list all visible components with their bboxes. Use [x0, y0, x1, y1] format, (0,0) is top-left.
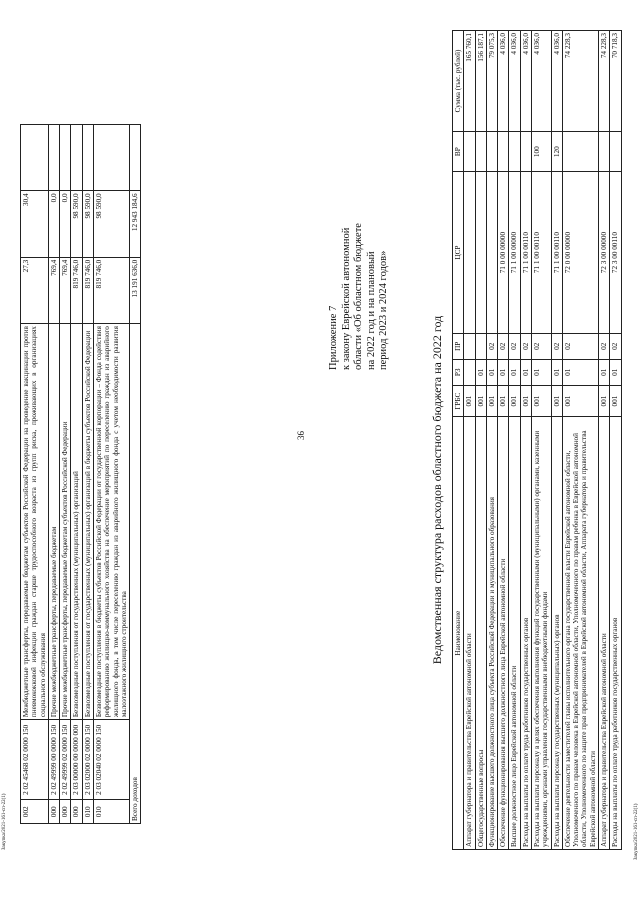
expense-name-cell: Обеспечение функционирования высшего должностного лица Еврейской автономной области: [498, 417, 509, 850]
admin-code-cell: 000: [71, 800, 82, 824]
value-2-cell: 30,4: [21, 191, 49, 257]
value-3-cell: [82, 125, 93, 191]
pr-cell: 02: [509, 333, 520, 359]
table-row: [598, 31, 609, 850]
total-label: Всего доходов: [130, 324, 141, 824]
admin-code-cell: 010: [93, 800, 129, 824]
rz-cell: 01: [498, 359, 509, 385]
table-row: [464, 31, 475, 850]
grbs-cell: 001: [551, 385, 562, 417]
vr-cell: [520, 132, 531, 172]
pr-cell: 02: [520, 333, 531, 359]
expense-name-cell: Расходы на выплаты по оплате труда работников государственных органов: [610, 417, 621, 850]
admin-code-cell: 010: [82, 800, 93, 824]
rz-cell: 01: [486, 359, 497, 385]
pr-cell: 02: [610, 333, 621, 359]
grbs-cell: 001: [498, 385, 509, 417]
value-2-cell: 0,0: [60, 191, 71, 257]
table-row: [71, 125, 82, 824]
csr-cell: [475, 172, 486, 333]
vr-cell: [562, 132, 598, 172]
right-page: [322, 10, 639, 880]
vr-cell: [464, 132, 475, 172]
csr-cell: 72 3 00 00110: [610, 172, 621, 333]
sum-cell: 4 036,0: [551, 31, 562, 132]
value-2-cell: 98 590,0: [82, 191, 93, 257]
table-row: [531, 31, 551, 850]
pr-cell: 02: [562, 333, 598, 359]
value-3-cell: [48, 125, 59, 191]
table-row: [610, 31, 621, 850]
budget-code-cell: 2 03 00000 00 0000 000: [71, 720, 82, 800]
pr-cell: 02: [598, 333, 609, 359]
csr-cell: 71 1 00 00110: [551, 172, 562, 333]
income-name-cell: Безвозмездные поступления от государственных (муниципальных) организаций в бюджеты субъектов Российской Федерации: [82, 324, 93, 720]
sum-cell: 4 036,0: [498, 31, 509, 132]
rz-cell: 01: [562, 359, 598, 385]
rz-cell: [464, 359, 475, 385]
value-1-cell: 27,3: [21, 257, 49, 323]
header-pr: ПР: [453, 333, 464, 359]
sum-cell: 4 036,0: [509, 31, 520, 132]
value-3-cell: [71, 125, 82, 191]
total-row: [130, 125, 141, 824]
page-number: 36: [296, 431, 306, 440]
header-csr: ЦСР: [453, 172, 464, 333]
expense-name-cell: Обеспечение деятельности заместителей главы исполнительного органа государственной власти Еврейской автономной области, Уполномоченного по правам человека в Еврейской автономной области, Уполномоченного по правам ребенка в Еврейской автономной области, Уполномоченного по защите прав предпринимателей в Еврейской автономной области, Аппарата губернатора и правительства Еврейской автономной области: [562, 417, 598, 850]
csr-cell: 71 0 00 00000: [498, 172, 509, 333]
rz-cell: 01: [531, 359, 551, 385]
expense-name-cell: Расходы на выплаты персоналу государственных (муниципальных) органов: [551, 417, 562, 850]
table-row: [21, 125, 49, 824]
budget-code-cell: 2 02 49999 00 0000 150: [48, 720, 59, 800]
table-row: [498, 31, 509, 850]
header-grbs: ГРБС: [453, 385, 464, 417]
grbs-cell: 001: [598, 385, 609, 417]
sum-cell: 4 036,0: [531, 31, 551, 132]
value-3-cell: [93, 125, 129, 191]
rz-cell: 01: [551, 359, 562, 385]
pr-cell: 02: [498, 333, 509, 359]
annex-line: период 2023 и 2024 годов»: [378, 250, 390, 370]
sum-cell: 74 228,3: [562, 31, 598, 132]
sum-cell: 156 187,1: [475, 31, 486, 132]
total-value-3: [130, 125, 141, 191]
rz-cell: 01: [475, 359, 486, 385]
grbs-cell: 001: [509, 385, 520, 417]
budget-structure-table: [452, 30, 622, 850]
vr-cell: 100: [531, 132, 551, 172]
sum-cell: 70 718,3: [610, 31, 621, 132]
admin-code-cell: 000: [48, 800, 59, 824]
expense-name-cell: Расходы на выплаты по оплате труда работников государственных органов: [520, 417, 531, 850]
pr-cell: 02: [551, 333, 562, 359]
expense-name-cell: Общегосударственные вопросы: [475, 417, 486, 850]
csr-cell: 71 1 00 00110: [531, 172, 551, 333]
table-row: [93, 125, 129, 824]
annex-line: к закону Еврейской автономной: [340, 227, 352, 370]
value-2-cell: 0,0: [48, 191, 59, 257]
pr-cell: 02: [531, 333, 551, 359]
table-row: [48, 125, 59, 824]
table-row: [551, 31, 562, 850]
csr-cell: 71 1 00 00110: [520, 172, 531, 333]
rz-cell: 01: [520, 359, 531, 385]
expense-name-cell: Расходы на выплаты персоналу в целях обеспечения выполнения функций государственными (муниципальными) органами, казенными учреждениями, органами управления государственными внебюджетными фондами: [531, 417, 551, 850]
table-row: [562, 31, 598, 850]
vr-cell: [598, 132, 609, 172]
csr-cell: 72 3 00 00000: [598, 172, 609, 333]
rz-cell: 01: [598, 359, 609, 385]
budget-code-cell: 2 02 45468 02 0000 150: [21, 720, 49, 800]
expense-name-cell: Высшее должностное лицо Еврейской автономной области: [509, 417, 520, 850]
value-1-cell: 769,4: [60, 257, 71, 323]
sum-cell: 4 036,0: [520, 31, 531, 132]
grbs-cell: 001: [464, 385, 475, 417]
header-rz: РЗ: [453, 359, 464, 385]
expense-name-cell: Аппарат губернатора и правительства Еврейской автономной области: [464, 417, 475, 850]
value-1-cell: 769,4: [48, 257, 59, 323]
header-name: Наименование: [453, 417, 464, 850]
header-vr: ВР: [453, 132, 464, 172]
total-value-2: 12 943 184,6: [130, 191, 141, 257]
budget-code-cell: 2 03 02000 02 0000 150: [82, 720, 93, 800]
value-2-cell: 98 590,0: [71, 191, 82, 257]
value-2-cell: 98 590,0: [93, 191, 129, 257]
csr-cell: 72 0 00 00000: [562, 172, 598, 333]
csr-cell: [464, 172, 475, 333]
vr-cell: 120: [551, 132, 562, 172]
grbs-cell: 001: [520, 385, 531, 417]
income-name-cell: Безвозмездные поступления в бюджеты субъектов Российской Федерации от государственной корпорации – Фонда содействия реформированию жилищно-коммунального хозяйства на обеспечение мероприятий по переселению граждан из аварийного жилищного фонда, в том числе переселению граждан из аварийного жилищного фонда с учетом необходимости развития малоэтажного жилищного строительства: [93, 324, 129, 720]
income-name-cell: Прочие межбюджетные трансферты, передаваемые бюджетам: [48, 324, 59, 720]
income-name-cell: Прочие межбюджетные трансферты, передаваемые бюджетам субъектов Российской Федерации: [60, 324, 71, 720]
grbs-cell: 001: [475, 385, 486, 417]
pr-cell: 02: [486, 333, 497, 359]
grbs-cell: 001: [531, 385, 551, 417]
value-3-cell: [60, 125, 71, 191]
left-page: [0, 0, 318, 860]
right-footnote: Закупка/2021-161-сп-22(1): [634, 803, 639, 860]
table-row: [82, 125, 93, 824]
grbs-cell: 001: [486, 385, 497, 417]
annex-line: области «Об областном бюджете: [353, 223, 365, 370]
rz-cell: 01: [509, 359, 520, 385]
table-row: [475, 31, 486, 850]
expense-name-cell: Аппарат губернатора и правительства Еврейской автономной области: [598, 417, 609, 850]
table-header-row: [453, 31, 464, 850]
table-row: [509, 31, 520, 850]
income-table: [20, 124, 141, 824]
total-value-1: 13 191 636,0: [130, 257, 141, 323]
income-name-cell: Межбюджетные трансферты, передаваемые бюджетам субъектов Российской Федерации на проведение вакцинации против пневмококковой инфекции граждан старше трудоспособного возраста из групп риска, проживающих в организациях социального обслуживания: [21, 324, 49, 720]
vr-cell: [475, 132, 486, 172]
table-row: [520, 31, 531, 850]
expense-name-cell: Функционирование высшего должностного лица субъекта Российской Федерации и муниципального образования: [486, 417, 497, 850]
value-1-cell: 819 746,0: [71, 257, 82, 323]
budget-code-cell: 2 02 49999 02 0000 150: [60, 720, 71, 800]
annex-line: на 2022 год и на плановый: [365, 251, 377, 370]
vr-cell: [486, 132, 497, 172]
annex-line: Приложение 7: [328, 305, 339, 370]
grbs-cell: 001: [562, 385, 598, 417]
value-1-cell: 819 746,0: [93, 257, 129, 323]
table-row: [486, 31, 497, 850]
admin-code-cell: 000: [60, 800, 71, 824]
annex-header: [328, 70, 391, 370]
grbs-cell: 001: [610, 385, 621, 417]
csr-cell: [486, 172, 497, 333]
vr-cell: [498, 132, 509, 172]
sum-cell: 74 228,3: [598, 31, 609, 132]
header-sum: Сумма (тыс. рублей): [453, 31, 464, 132]
left-footnote: Закупка/2021-161-сп-22(1): [2, 793, 7, 850]
value-3-cell: [21, 125, 49, 191]
budget-code-cell: 2 03 02040 02 0000 150: [93, 720, 129, 800]
csr-cell: 71 1 00 00000: [509, 172, 520, 333]
pr-cell: [475, 333, 486, 359]
admin-code-cell: 002: [21, 800, 49, 824]
income-name-cell: Безвозмездные поступления от государственных (муниципальных) организаций: [71, 324, 82, 720]
sum-cell: 165 760,1: [464, 31, 475, 132]
table-row: [60, 125, 71, 824]
rz-cell: 01: [610, 359, 621, 385]
pr-cell: [464, 333, 475, 359]
document-title: Ведомственная структура расходов областного бюджета на 2022 год: [430, 315, 444, 665]
vr-cell: [610, 132, 621, 172]
value-1-cell: 819 746,0: [82, 257, 93, 323]
vr-cell: [509, 132, 520, 172]
sum-cell: 79 075,3: [486, 31, 497, 132]
